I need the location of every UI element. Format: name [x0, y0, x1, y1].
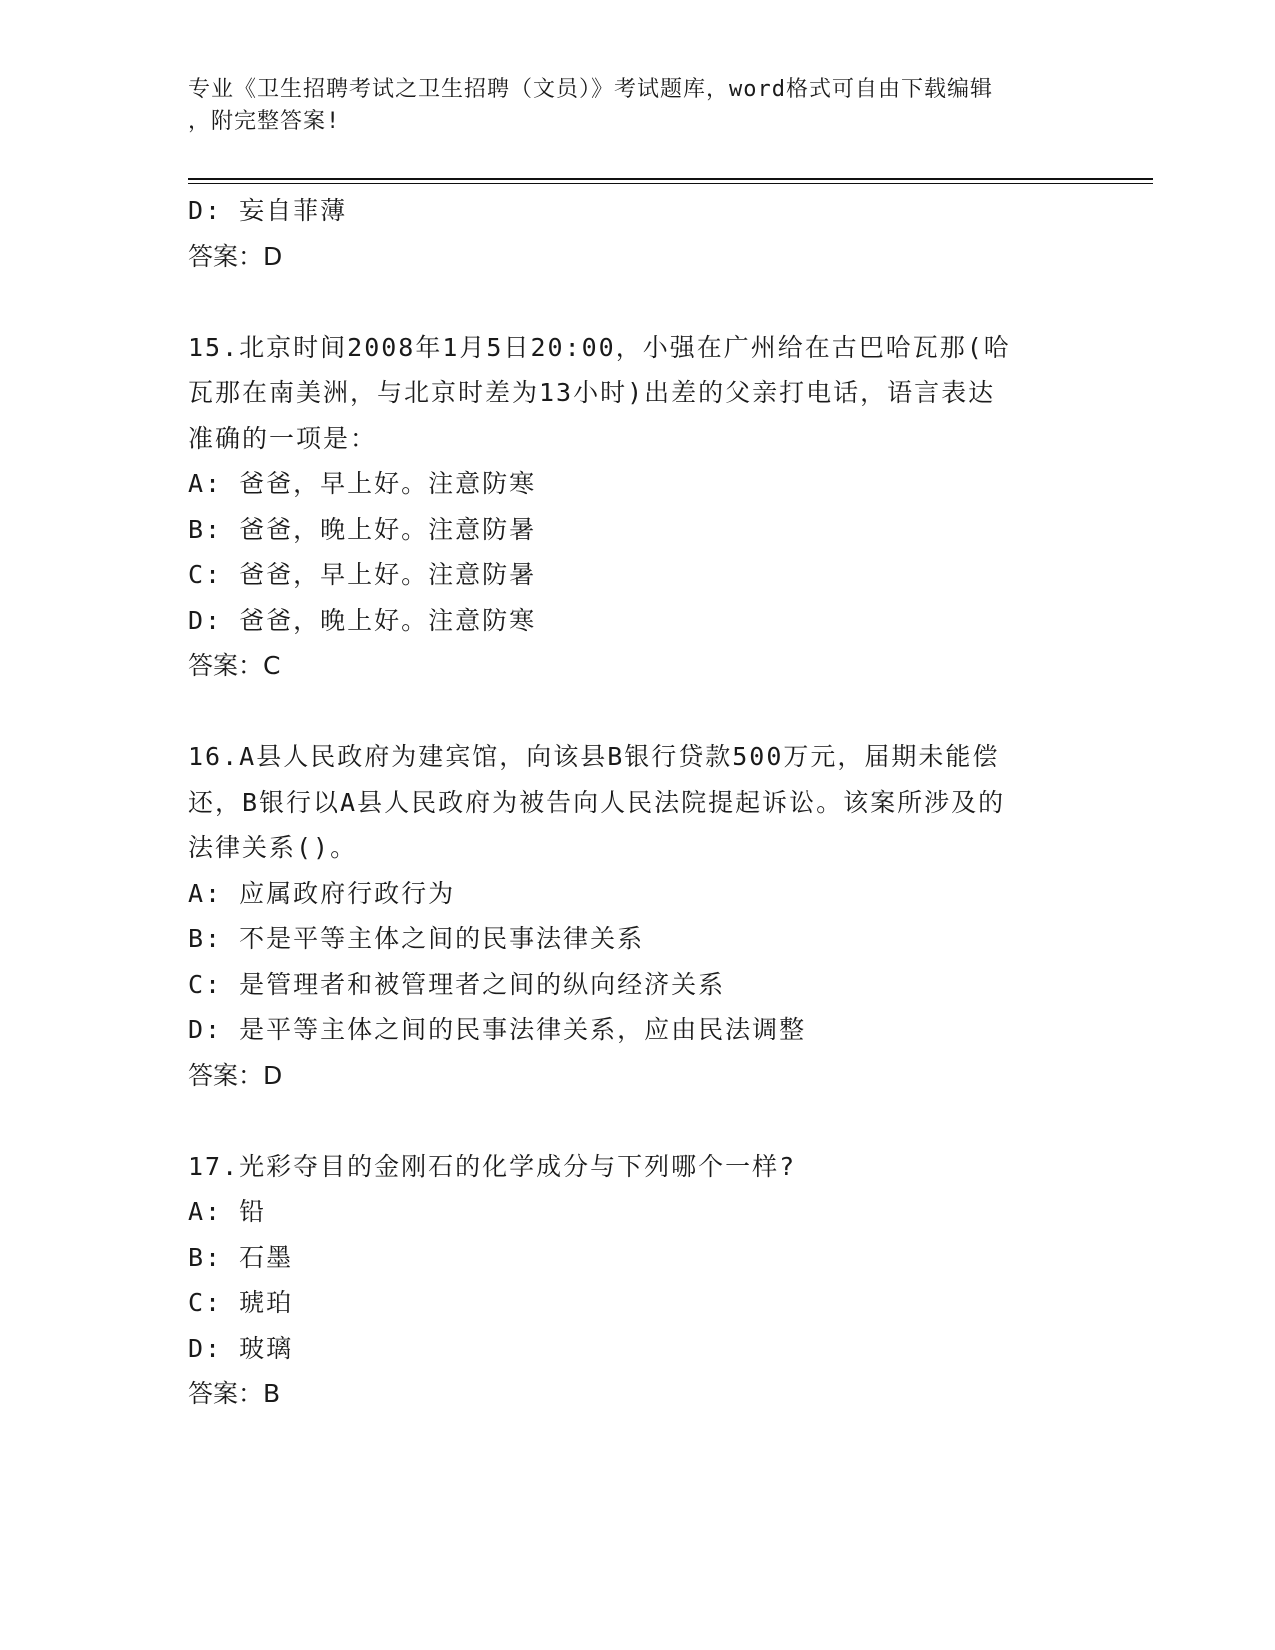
- q17-answer: 答案：B: [188, 1379, 281, 1408]
- question-17: [188, 1144, 1108, 1417]
- prev-option-d: D: 妄自菲薄: [188, 196, 348, 225]
- q17-stem-line-1: 17.光彩夺目的金刚石的化学成分与下列哪个一样?: [188, 1151, 797, 1181]
- q16-option-b: B: 不是平等主体之间的民事法律关系: [188, 924, 645, 953]
- question-15: [188, 325, 1108, 689]
- q17-option-c: C: 琥珀: [188, 1288, 294, 1317]
- q15-stem-line-2: 瓦那在南美洲，与北京时差为13小时)出差的父亲打电话，语言表达: [188, 378, 996, 407]
- q15-option-c: C: 爸爸，早上好。注意防暑: [188, 560, 537, 589]
- q15-option-b: B: 爸爸，晚上好。注意防暑: [188, 514, 537, 544]
- q15-answer: 答案：C: [188, 651, 281, 680]
- q17-option-b: B: 石墨: [188, 1242, 294, 1272]
- question-16: [188, 734, 1108, 1098]
- q15-option-a: A: 爸爸，早上好。注意防寒: [188, 469, 537, 498]
- q15-option-d: D: 爸爸，晚上好。注意防寒: [188, 605, 537, 635]
- header-line-1: 专业《卫生招聘考试之卫生招聘（文员）》考试题库，word格式可自由下载编辑: [188, 77, 993, 102]
- q16-option-d: D: 是平等主体之间的民事法律关系，应由民法调整: [188, 1015, 807, 1044]
- q16-option-a: A: 应属政府行政行为: [188, 878, 456, 908]
- header-line-2: ，附完整答案!: [188, 109, 341, 134]
- prev-answer: 答案：D: [188, 241, 283, 271]
- q17-option-d: D: 玻璃: [188, 1333, 294, 1363]
- q16-option-c: C: 是管理者和被管理者之间的纵向经济关系: [188, 969, 726, 999]
- header-rule-thick: [188, 178, 1153, 180]
- q15-stem-line-1: 15.北京时间2008年1月5日20:00，小强在广州给在古巴哈瓦那(哈: [188, 332, 1011, 362]
- q16-stem-line-2: 还，B银行以A县人民政府为被告向人民法院提起诉讼。该案所涉及的: [188, 787, 1006, 817]
- header-rule-thin: [188, 183, 1153, 184]
- q16-stem-line-1: 16.A县人民政府为建宾馆，向该县B银行贷款500万元，届期未能偿: [188, 742, 1000, 771]
- q16-stem-line-3: 法律关系()。: [188, 833, 358, 862]
- q15-stem-line-3: 准确的一项是：: [188, 423, 378, 453]
- q17-option-a: A: 铅: [188, 1197, 267, 1226]
- question-content: [188, 188, 1108, 1417]
- q16-answer: 答案：D: [188, 1060, 283, 1090]
- page-header: [188, 74, 1088, 138]
